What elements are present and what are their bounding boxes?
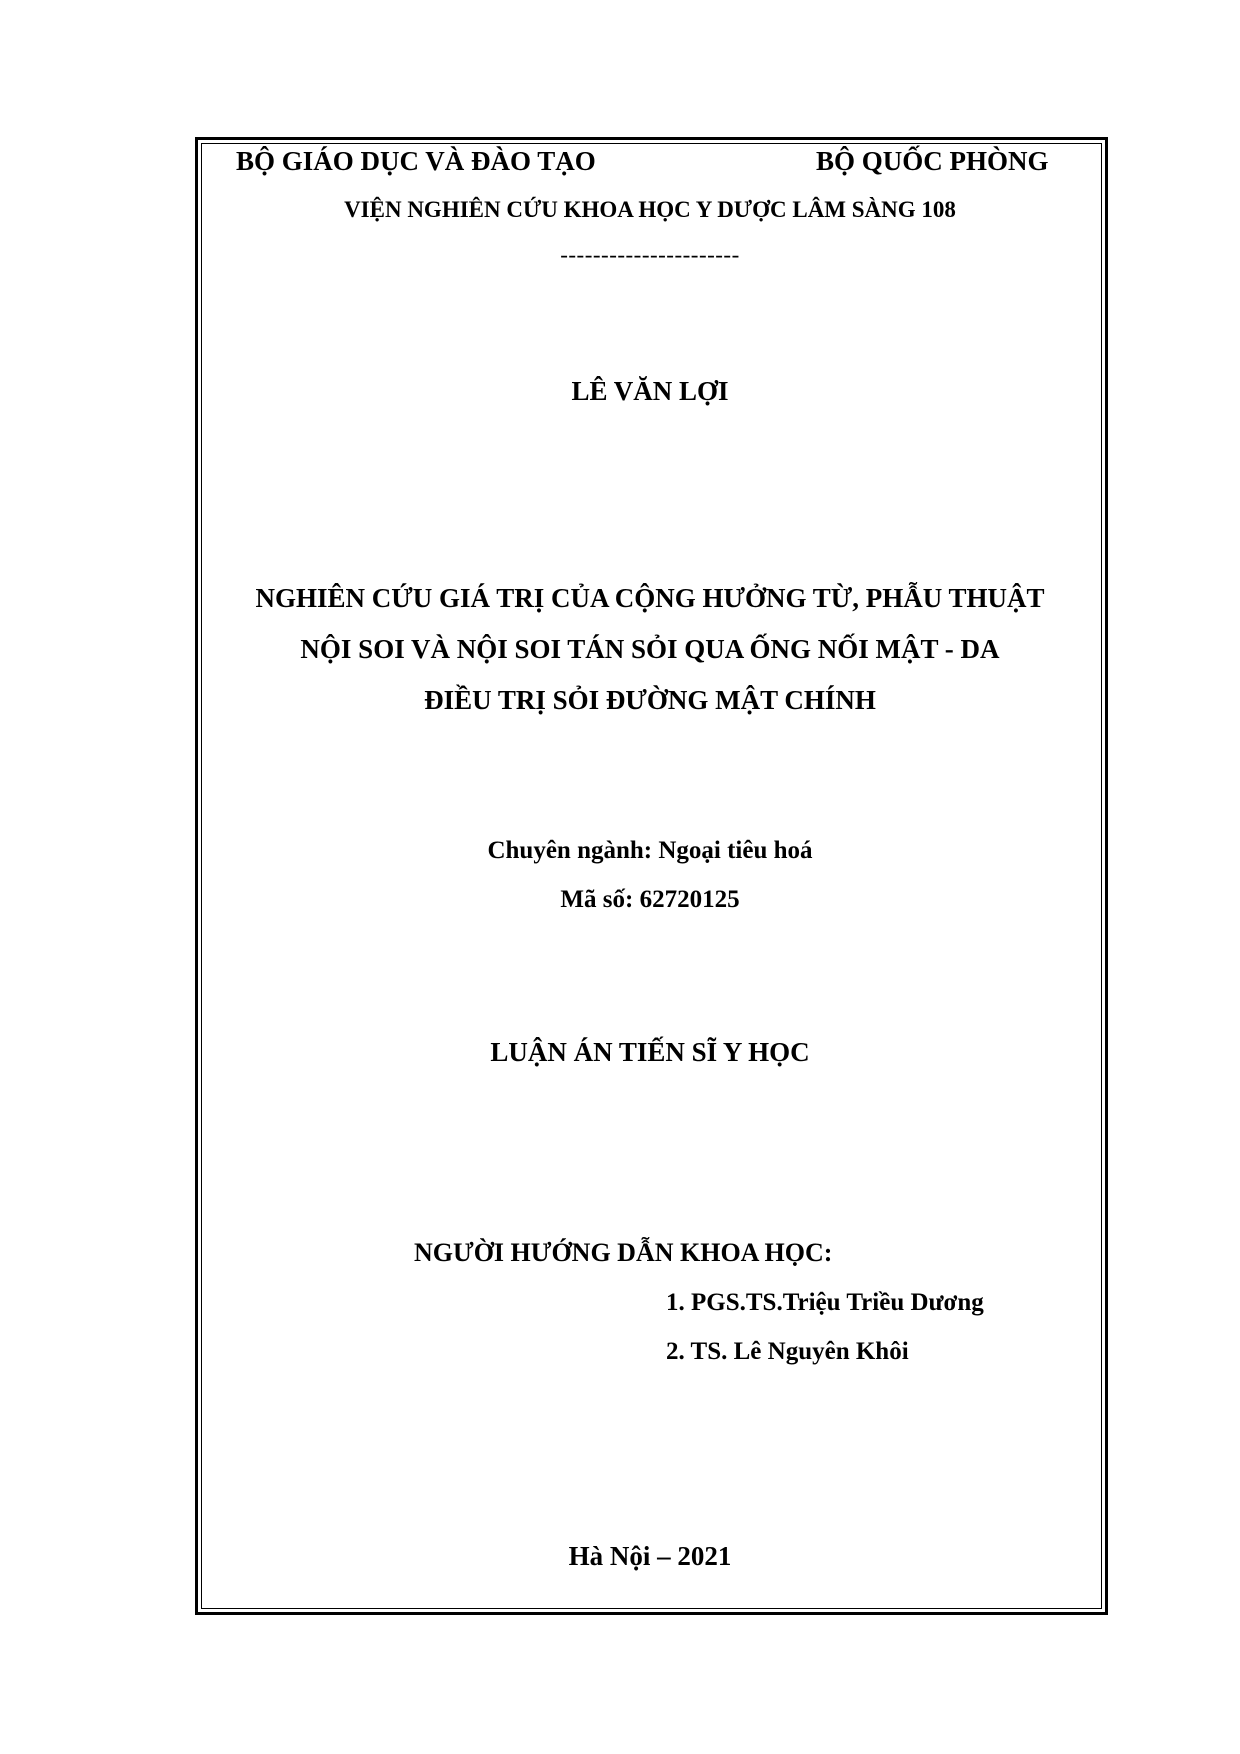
thesis-title-line-1: NGHIÊN CỨU GIÁ TRỊ CỦA CỘNG HƯỞNG TỪ, PHẪU THUẬT [255, 583, 1045, 613]
page-border-inner [201, 143, 1102, 1609]
degree-type: LUẬN ÁN TIẾN SĨ Y HỌC [490, 1037, 810, 1067]
institute-name: VIỆN NGHIÊN CỨU KHOA HỌC Y DƯỢC LÂM SÀNG 108 [344, 197, 956, 222]
specialty: Chuyên ngành: Ngoại tiêu hoá [487, 837, 813, 864]
thesis-title-line-3: ĐIỀU TRỊ SỎI ĐƯỜNG MẬT CHÍNH [424, 685, 876, 715]
thesis-title-line-2: NỘI SOI VÀ NỘI SOI TÁN SỎI QUA ỐNG NỐI MẬT - DA [300, 634, 1000, 664]
header-separator: ---------------------- [560, 242, 740, 267]
specialty-code: Mã số: 62720125 [560, 886, 740, 913]
ministry-education: BỘ GIÁO DỤC VÀ ĐÀO TẠO [236, 146, 596, 176]
supervisor-item: 1. PGS.TS.Triệu Triều Dương [666, 1289, 984, 1316]
supervisors-heading: NGƯỜI HƯỚNG DẪN KHOA HỌC: [414, 1238, 833, 1267]
place-and-year: Hà Nội – 2021 [568, 1541, 732, 1571]
ministry-defense: BỘ QUỐC PHÒNG [816, 146, 1049, 176]
author-name: LÊ VĂN LỢI [571, 376, 729, 406]
supervisor-item: 2. TS. Lê Nguyên Khôi [666, 1338, 909, 1365]
